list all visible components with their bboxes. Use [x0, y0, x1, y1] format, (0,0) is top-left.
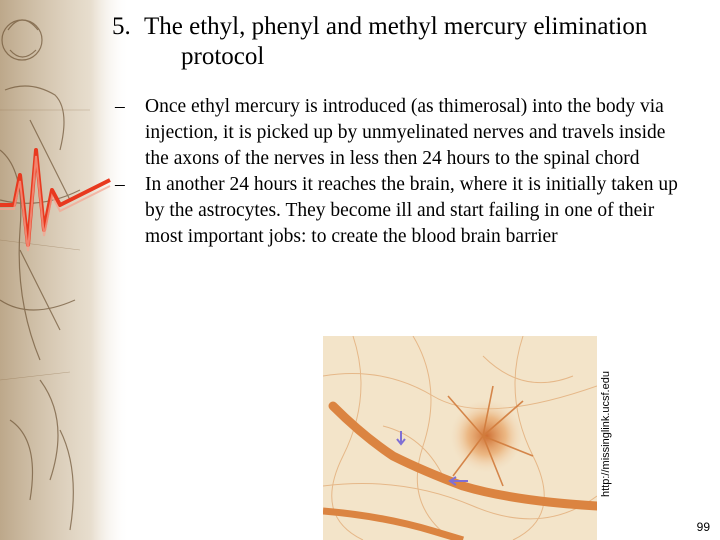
- bullet-item: [115, 94, 685, 172]
- bullet-text: Once ethyl mercury is introduced (as thimerosal) into the body via injection, it is picked up by unmyelinated nerves and travels inside the axons of the nerves in less then 24 hours to the spinal chord: [145, 96, 666, 169]
- bullet-text: In another 24 hours it reaches the brain, where it is initially taken up by the astrocytes. They become ill and start failing in one of their most important jobs: to create the blood brain barrier: [145, 174, 678, 247]
- title-line-1: The ethyl, phenyl and methyl mercury elimination: [144, 13, 648, 40]
- bullet-list: [115, 94, 685, 250]
- title-line-2: protocol: [181, 43, 265, 70]
- page-number: 99: [696, 520, 710, 534]
- title-number: 5.: [112, 13, 131, 40]
- vitruvian-decoration: [0, 0, 130, 540]
- bullet-marker: –: [115, 174, 125, 195]
- image-credit-text: http://missinglink.ucsf.edu: [600, 371, 612, 497]
- astrocyte-micrograph: [323, 336, 597, 540]
- image-credit: [598, 336, 614, 532]
- bullet-marker: –: [115, 96, 125, 117]
- bullet-item: [115, 172, 685, 250]
- slide-title: [112, 12, 712, 72]
